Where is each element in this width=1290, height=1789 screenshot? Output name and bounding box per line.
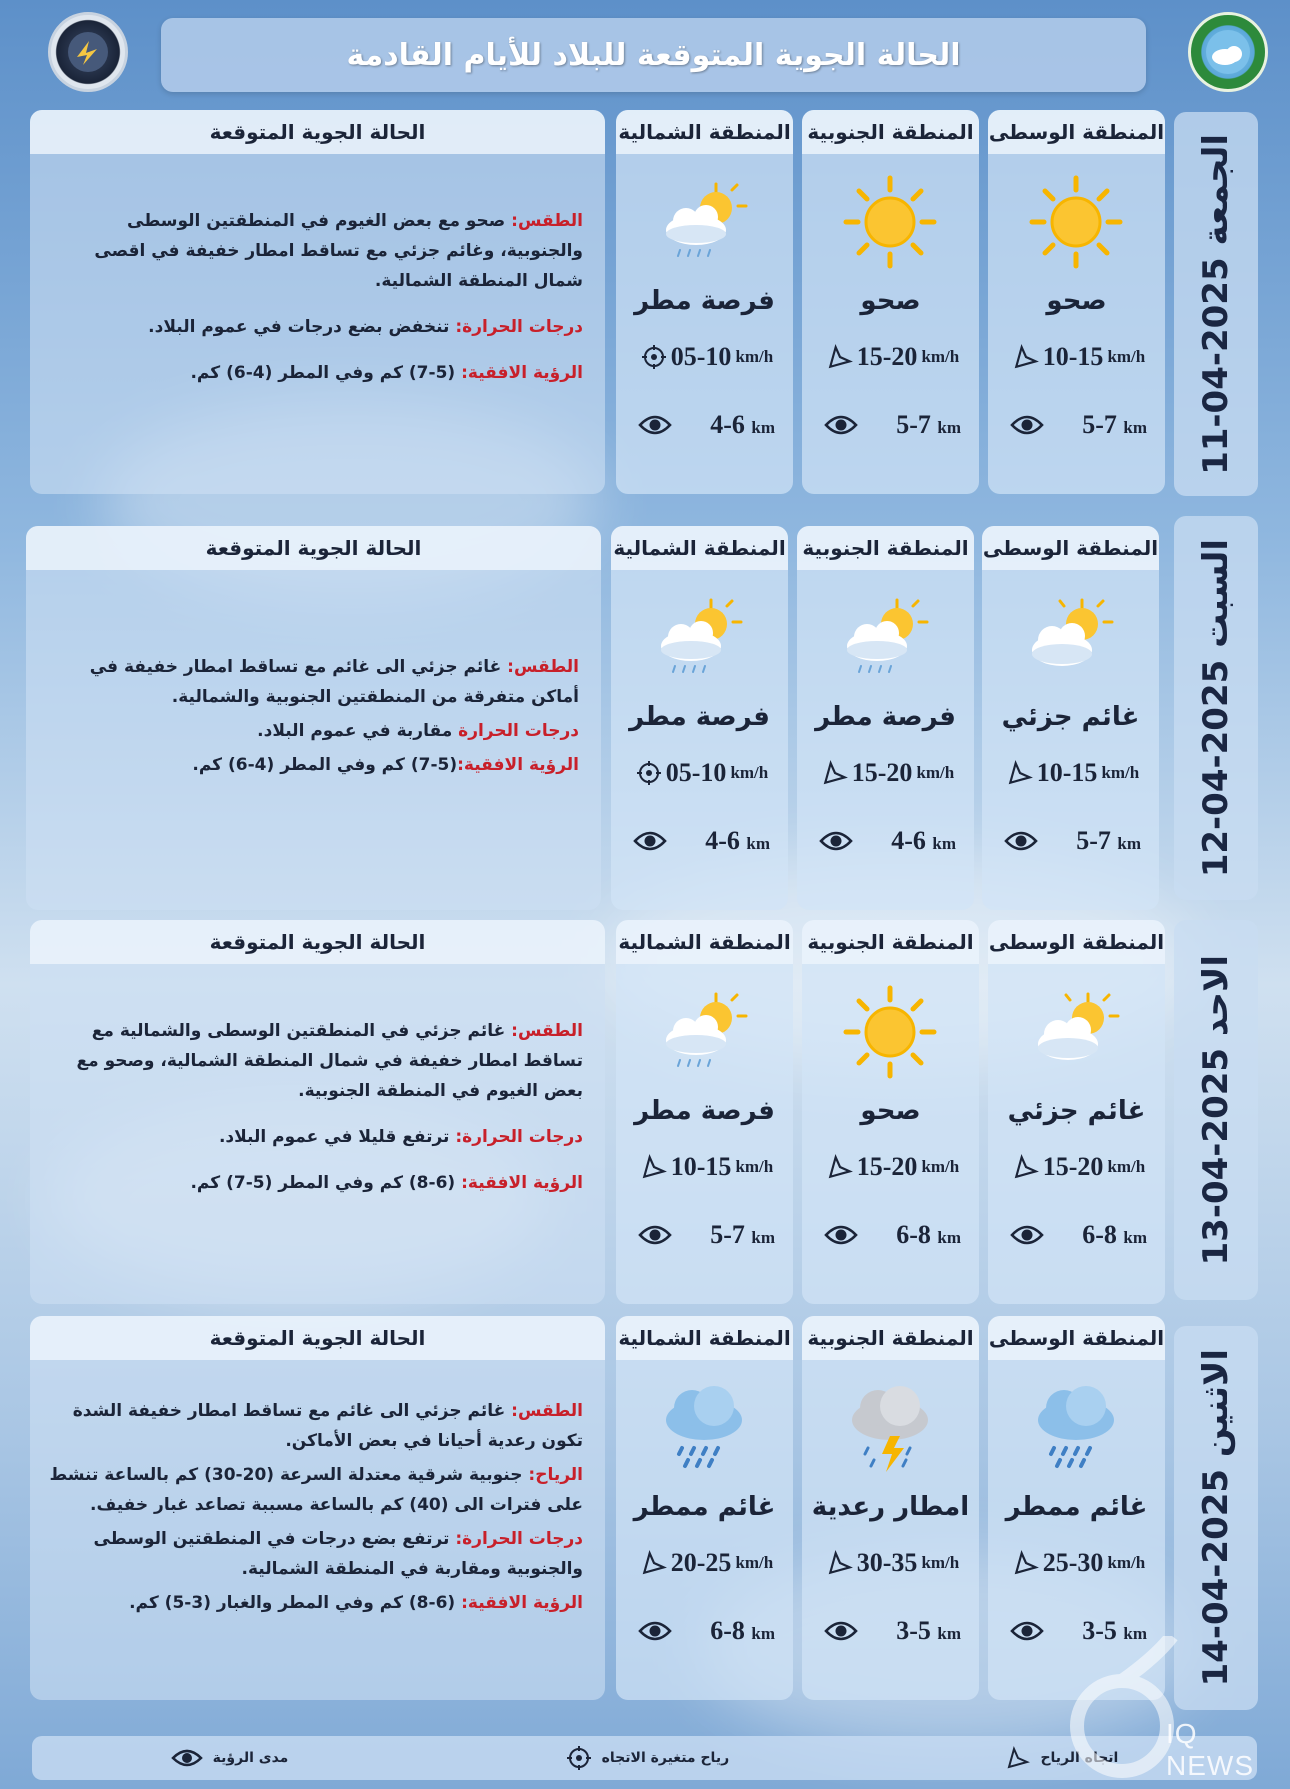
- visibility-unit: km: [1123, 1228, 1147, 1247]
- partly-cloudy-icon: [1020, 588, 1120, 688]
- condition-label: صحو: [1046, 286, 1107, 316]
- forecast-card: [30, 1316, 605, 1700]
- condition-label: فرصة مطر: [634, 1096, 775, 1126]
- visibility-unit: km: [937, 418, 961, 437]
- region-card-northern: [616, 110, 793, 494]
- visibility-unit: km: [751, 1624, 775, 1643]
- eye-icon: [1010, 414, 1044, 436]
- visibility: [624, 1220, 789, 1250]
- forecast-weather: الطقس: غائم جزئي في المنطقتين الوسطى والشمالية مع تساقط امطار خفيفة في شمال المنطقة الشمالية، وصحو مع بعض الغيوم في المنطقة الجنوبية.: [76, 1021, 583, 1101]
- region-name: المنطقة الوسطى: [988, 110, 1165, 154]
- visibility-value: 5-7: [1076, 826, 1111, 855]
- wind-direction-icon: [827, 344, 853, 370]
- condition-label: صحو: [860, 286, 921, 316]
- wind-speed: [994, 1548, 1164, 1578]
- forecast-temperature: درجات الحرارة: تنخفض بضع درجات في عموم البلاد.: [148, 317, 583, 337]
- visibility-value: 3-5: [896, 1616, 931, 1645]
- page-title: الحالة الجوية المتوقعة للبلاد للأيام القادمة: [346, 37, 961, 73]
- region-card-southern: [797, 526, 974, 910]
- eye-icon: [638, 414, 672, 436]
- watermark-text: IQ NEWS: [1166, 1718, 1254, 1781]
- variable-wind-icon: [641, 344, 667, 370]
- wind-speed-value: 15-20: [856, 1152, 918, 1181]
- visibility: [624, 410, 789, 440]
- wind-speed: [617, 758, 787, 788]
- wind-speed: [622, 342, 792, 372]
- partly-cloudy-rain-icon: [654, 982, 754, 1082]
- region-card-northern: [611, 526, 788, 910]
- rain-cloud-icon: [1026, 1378, 1126, 1478]
- visibility-unit: km: [1123, 418, 1147, 437]
- day-label: الاثنين 2025-04-14: [1196, 1349, 1236, 1687]
- visibility: [619, 826, 784, 856]
- visibility-value: 5-7: [1082, 410, 1117, 439]
- region-card-northern: [616, 920, 793, 1304]
- partly-cloudy-rain-icon: [654, 172, 754, 272]
- region-card-southern: [802, 1316, 979, 1700]
- condition-label: غائم جزئي: [1007, 1096, 1146, 1126]
- day-strip: [1174, 112, 1258, 496]
- visibility: [996, 1220, 1161, 1250]
- condition-label: فرصة مطر: [815, 702, 956, 732]
- visibility: [996, 410, 1161, 440]
- visibility-unit: km: [1123, 1624, 1147, 1643]
- region-card-southern: [802, 110, 979, 494]
- eye-icon: [638, 1224, 672, 1246]
- page-header: [161, 18, 1146, 92]
- forecast-card: [30, 920, 605, 1304]
- forecast-card: [26, 526, 601, 910]
- visibility: [624, 1616, 789, 1646]
- wind-speed-unit: km/h: [916, 763, 955, 782]
- region-name: المنطقة الجنوبية: [797, 526, 974, 570]
- forecast-title: الحالة الجوية المتوقعة: [30, 920, 605, 964]
- region-name: المنطقة الوسطى: [988, 1316, 1165, 1360]
- eye-icon: [824, 414, 858, 436]
- forecast-visibility: الرؤية الافقية:(5-7) كم وفي المطر (4-6) كم.: [192, 755, 579, 775]
- wind-speed-value: 10-15: [1036, 758, 1098, 787]
- forecast-temperature: درجات الحرارة مقاربة في عموم البلاد.: [257, 721, 579, 741]
- forecast-wind: الرياح: جنوبية شرقية معتدلة السرعة (20-30) كم بالساعة تنشط على فترات الى (40) كم بالساعة مسببة تصاعد غبار خفيف.: [49, 1465, 583, 1515]
- legend-visibility: [171, 1748, 289, 1768]
- day-strip: [1174, 516, 1258, 900]
- eye-icon: [171, 1748, 203, 1768]
- eye-icon: [1004, 830, 1038, 852]
- visibility-value: 6-8: [710, 1616, 745, 1645]
- forecast-title: الحالة الجوية المتوقعة: [30, 1316, 605, 1360]
- wind-direction-icon: [1013, 344, 1039, 370]
- visibility: [805, 826, 970, 856]
- forecast-text: [48, 1016, 583, 1214]
- region-name: المنطقة الشمالية: [616, 110, 793, 154]
- wind-direction-icon: [827, 1550, 853, 1576]
- visibility-unit: km: [751, 1228, 775, 1247]
- forecast-text: [48, 206, 583, 404]
- day-label: السبت 2025-04-12: [1196, 538, 1236, 878]
- forecast-text: [44, 652, 579, 784]
- region-name: المنطقة الوسطى: [988, 920, 1165, 964]
- visibility-value: 6-8: [1082, 1220, 1117, 1249]
- wind-speed-unit: km/h: [1107, 1553, 1146, 1572]
- wind-direction-icon: [1013, 1154, 1039, 1180]
- condition-label: غائم ممطر: [1005, 1492, 1148, 1522]
- visibility: [990, 826, 1155, 856]
- day-strip: [1174, 920, 1258, 1300]
- condition-label: غائم جزئي: [1001, 702, 1140, 732]
- wind-speed-value: 10-15: [1042, 342, 1104, 371]
- wind-speed-value: 15-20: [851, 758, 913, 787]
- visibility-value: 5-7: [896, 410, 931, 439]
- region-name: المنطقة الشمالية: [611, 526, 788, 570]
- eye-icon: [824, 1620, 858, 1642]
- visibility: [810, 1220, 975, 1250]
- partly-cloudy-rain-icon: [835, 588, 935, 688]
- wind-speed: [803, 758, 973, 788]
- wind-direction-icon: [641, 1154, 667, 1180]
- region-card-central: [982, 526, 1159, 910]
- region-name: المنطقة الوسطى: [982, 526, 1159, 570]
- region-card-central: [988, 920, 1165, 1304]
- visibility-value: 4-6: [710, 410, 745, 439]
- wind-speed: [988, 758, 1158, 788]
- visibility-unit: km: [751, 418, 775, 437]
- wind-speed: [808, 1548, 978, 1578]
- wind-speed-value: 05-10: [665, 758, 727, 787]
- wind-speed-unit: km/h: [735, 347, 774, 366]
- forecast-title: الحالة الجوية المتوقعة: [30, 110, 605, 154]
- partly-cloudy-icon: [1026, 982, 1126, 1082]
- day-label: الجمعة 2025-04-11: [1196, 133, 1236, 475]
- variable-wind-icon: [636, 760, 662, 786]
- legend-visibility-label: مدى الرؤية: [212, 1750, 289, 1766]
- eye-icon: [633, 830, 667, 852]
- meteorology-organization-logo-icon: [1188, 12, 1268, 92]
- forecast-text: [48, 1396, 583, 1622]
- eye-icon: [1010, 1224, 1044, 1246]
- wind-speed-value: 30-35: [856, 1548, 918, 1577]
- eye-icon: [1010, 1620, 1044, 1642]
- wind-speed-unit: km/h: [730, 763, 769, 782]
- region-name: المنطقة الشمالية: [616, 1316, 793, 1360]
- condition-label: امطار رعدية: [811, 1492, 970, 1522]
- forecast-card: [30, 110, 605, 494]
- wind-speed-value: 15-20: [1042, 1152, 1104, 1181]
- wind-speed: [622, 1152, 792, 1182]
- wind-speed-unit: km/h: [1107, 1157, 1146, 1176]
- sunny-icon: [840, 982, 940, 1082]
- eye-icon: [824, 1224, 858, 1246]
- condition-label: فرصة مطر: [634, 286, 775, 316]
- sunny-icon: [840, 172, 940, 272]
- wind-direction-icon: [641, 1550, 667, 1576]
- wind-direction-icon: [1013, 1550, 1039, 1576]
- visibility-value: 5-7: [710, 1220, 745, 1249]
- visibility: [810, 1616, 975, 1646]
- visibility-unit: km: [932, 834, 956, 853]
- wind-direction-icon: [827, 1154, 853, 1180]
- forecast-weather: الطقس: صحو مع بعض الغيوم في المنطقتين الوسطى والجنوبية، وغائم جزئي مع تساقط امطار خفيفة في اقصى شمال المنطقة الشمالية.: [94, 211, 583, 291]
- forecast-title: الحالة الجوية المتوقعة: [26, 526, 601, 570]
- region-card-northern: [616, 1316, 793, 1700]
- sunny-icon: [1026, 172, 1126, 272]
- forecast-visibility: الرؤية الافقية: (6-8) كم وفي المطر والغبار (3-5) كم.: [129, 1593, 583, 1613]
- visibility-unit: km: [937, 1228, 961, 1247]
- visibility: [810, 410, 975, 440]
- forecast-weather: الطقس: غائم جزئي الى غائم مع تساقط امطار خفيفة الشدة تكون رعدية أحيانا في بعض الأماكن.: [72, 1401, 583, 1451]
- visibility-value: 4-6: [705, 826, 740, 855]
- wind-speed-unit: km/h: [1107, 347, 1146, 366]
- wind-speed: [622, 1548, 792, 1578]
- forecast-visibility: الرؤية الافقية: (6-8) كم وفي المطر (5-7) كم.: [190, 1173, 583, 1193]
- wind-speed-value: 10-15: [670, 1152, 732, 1181]
- wind-speed-value: 15-20: [856, 342, 918, 371]
- eye-icon: [638, 1620, 672, 1642]
- region-name: المنطقة الشمالية: [616, 920, 793, 964]
- region-card-central: [988, 110, 1165, 494]
- visibility-value: 6-8: [896, 1220, 931, 1249]
- wind-speed: [994, 1152, 1164, 1182]
- wind-direction-icon: [822, 760, 848, 786]
- wind-direction-icon: [1006, 1746, 1030, 1770]
- condition-label: صحو: [860, 1096, 921, 1126]
- condition-label: غائم ممطر: [633, 1492, 776, 1522]
- weather-forecast-logo-icon: [48, 12, 128, 92]
- variable-wind-icon: [566, 1745, 592, 1771]
- legend-variable-wind-label: رياح متغيرة الاتجاه: [601, 1750, 730, 1766]
- wind-speed-value: 20-25: [670, 1548, 732, 1577]
- forecast-temperature: درجات الحرارة: ترتفع قليلا في عموم البلاد.: [218, 1127, 583, 1147]
- region-card-southern: [802, 920, 979, 1304]
- condition-label: فرصة مطر: [629, 702, 770, 732]
- visibility-unit: km: [746, 834, 770, 853]
- partly-cloudy-rain-icon: [649, 588, 749, 688]
- legend-wind-direction-label: اتجاه الرياح: [1040, 1750, 1119, 1766]
- wind-speed-unit: km/h: [735, 1157, 774, 1176]
- wind-speed-unit: km/h: [1101, 763, 1140, 782]
- rain-cloud-icon: [654, 1378, 754, 1478]
- wind-speed-unit: km/h: [735, 1553, 774, 1572]
- visibility-unit: km: [937, 1624, 961, 1643]
- wind-speed-value: 05-10: [670, 342, 732, 371]
- region-name: المنطقة الجنوبية: [802, 920, 979, 964]
- visibility-value: 4-6: [891, 826, 926, 855]
- day-label: الاحد 2025-04-13: [1196, 954, 1236, 1266]
- legend-variable-wind: [566, 1745, 729, 1771]
- eye-icon: [819, 830, 853, 852]
- thunderstorm-icon: [840, 1378, 940, 1478]
- forecast-temperature: درجات الحرارة: ترتفع بضع درجات في المنطقتين الوسطى والجنوبية ومقاربة في المنطقة الشمالية.: [93, 1529, 583, 1579]
- wind-direction-icon: [1007, 760, 1033, 786]
- region-name: المنطقة الجنوبية: [802, 1316, 979, 1360]
- wind-speed-unit: km/h: [921, 1157, 960, 1176]
- visibility-value: 3-5: [1082, 1616, 1117, 1645]
- wind-speed: [994, 342, 1164, 372]
- region-name: المنطقة الجنوبية: [802, 110, 979, 154]
- wind-speed-value: 25-30: [1042, 1548, 1104, 1577]
- wind-speed: [808, 342, 978, 372]
- wind-speed: [808, 1152, 978, 1182]
- forecast-weather: الطقس: غائم جزئي الى غائم مع تساقط امطار خفيفة في أماكن متفرقة من المنطقتين الجنوبية والشمالية.: [89, 657, 579, 707]
- visibility-unit: km: [1117, 834, 1141, 853]
- forecast-visibility: الرؤية الافقية: (5-7) كم وفي المطر (4-6) كم.: [190, 363, 583, 383]
- wind-speed-unit: km/h: [921, 1553, 960, 1572]
- wind-speed-unit: km/h: [921, 347, 960, 366]
